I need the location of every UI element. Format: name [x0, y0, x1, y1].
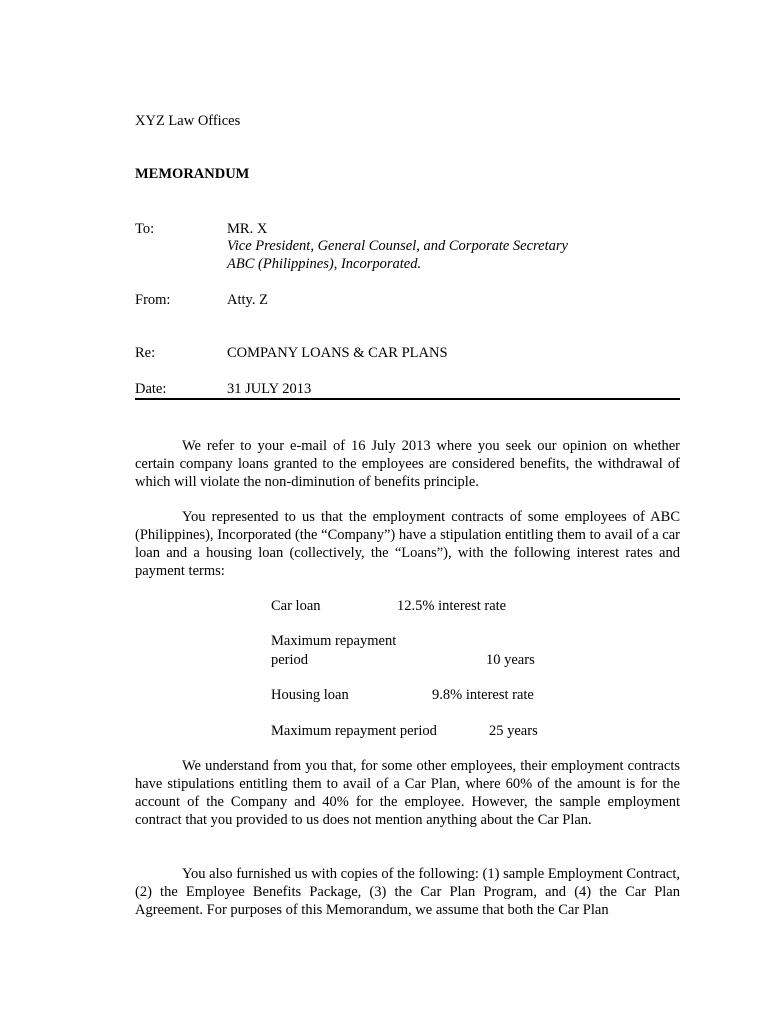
from-value: Atty. Z [227, 292, 268, 308]
date-label: Date: [135, 381, 167, 397]
car-period-value: 10 years [486, 652, 535, 668]
paragraph-1: We refer to your e-mail of 16 July 2013 where you seek our opinion on whether certain company loans granted to the employees are considered benefits, the withdrawal of which will violate the non-diminution of benefits principle. [135, 438, 680, 490]
housing-loan-label: Housing loan [271, 687, 349, 703]
date-value: 31 JULY 2013 [227, 381, 312, 397]
firm-name: XYZ Law Offices [135, 113, 241, 129]
housing-loan-rate: 9.8% interest rate [432, 687, 534, 703]
re-value: COMPANY LOANS & CAR PLANS [227, 345, 448, 361]
car-period-label-1: Maximum repayment [271, 633, 397, 649]
to-position: Vice President, General Counsel, and Corporate Secretary [227, 238, 568, 254]
re-label: Re: [135, 345, 156, 361]
paragraph-2: You represented to us that the employment contracts of some employees of ABC (Philippines), Incorporated (the “Company”) have a stipulation entitling them to avail of a car loan and a housing loan (collectively, the “Loans”), with the following interest rates and payment terms: [135, 509, 680, 579]
to-name: MR. X [227, 221, 268, 237]
paragraph-3: We understand from you that, for some other employees, their employment contracts have stipulations entitling them to avail of a Car Plan, where 60% of the amount is for the account of the Company and 40% for the employee. However, the sample employment contract that you provided to us does not mention anything about the Car Plan. [135, 758, 680, 828]
car-period-label-2: period [271, 652, 309, 668]
housing-period-value: 25 years [489, 723, 538, 739]
header-divider [135, 398, 680, 400]
to-company: ABC (Philippines), Incorporated. [227, 256, 422, 272]
car-loan-rate: 12.5% interest rate [397, 598, 507, 614]
memo-title: MEMORANDUM [135, 166, 250, 182]
from-label: From: [135, 292, 171, 308]
to-label: To: [135, 221, 155, 237]
housing-period-label: Maximum repayment period [271, 723, 437, 739]
car-loan-label: Car loan [271, 598, 321, 614]
paragraph-4: You also furnished us with copies of the following: (1) sample Employment Contract, (2) the Employee Benefits Package, (3) the Car Plan Program, and (4) the Car Plan Agreement. For purposes of this Memorandum, we assume that both the Car Plan [135, 866, 680, 918]
